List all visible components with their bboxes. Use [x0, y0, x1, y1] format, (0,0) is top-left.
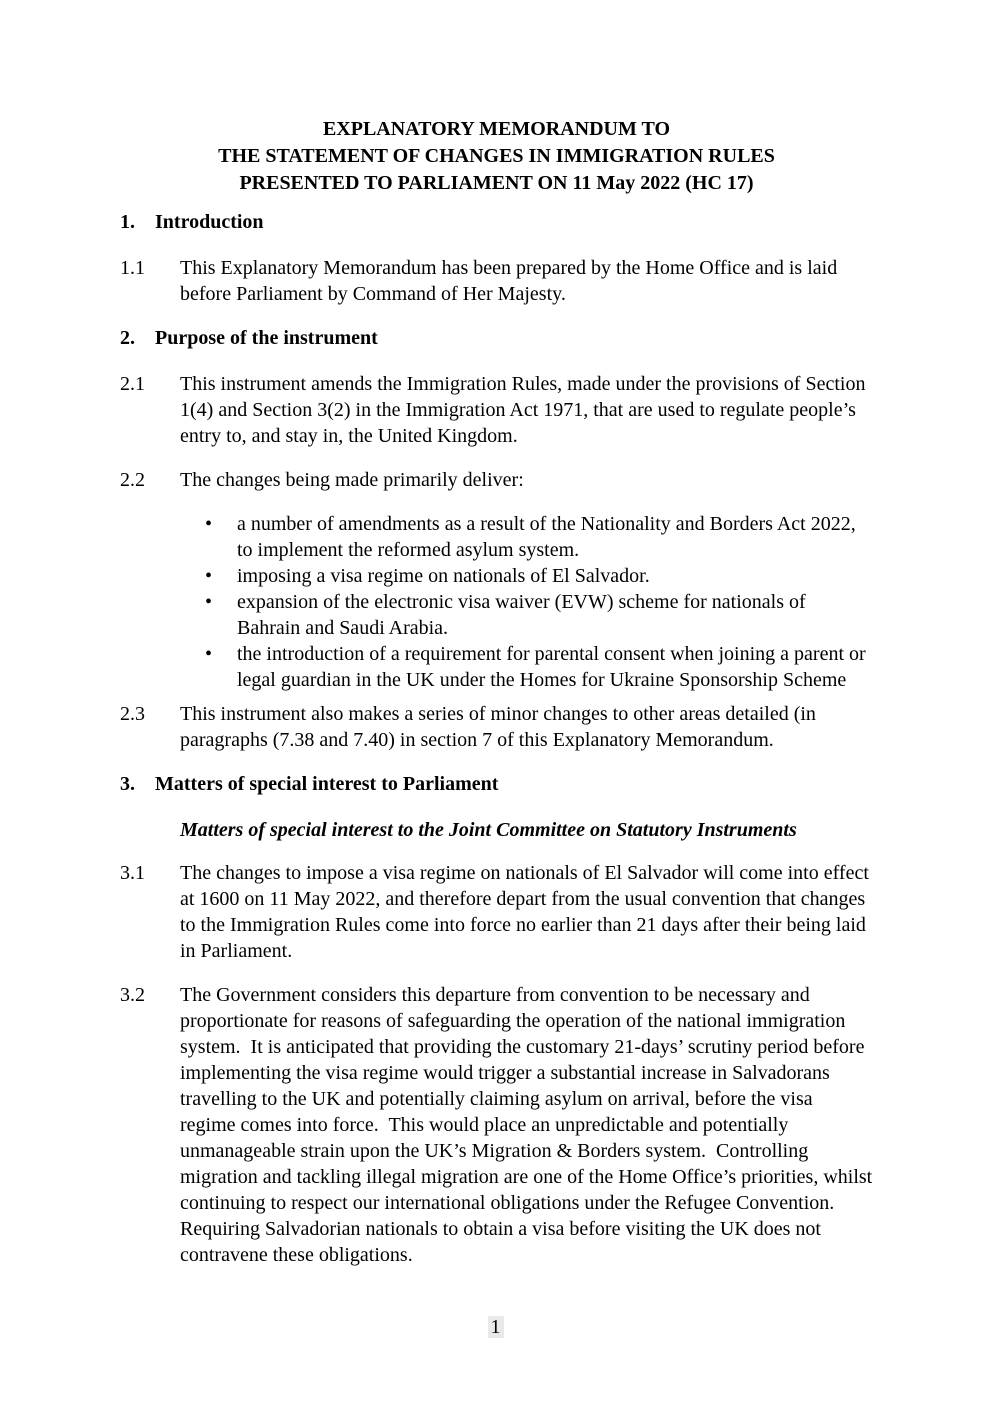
- paragraph-3-1: [120, 860, 873, 964]
- bullet-text: expansion of the electronic visa waiver (EVW) scheme for nationals of Bahrain and Saudi Arabia.: [237, 591, 811, 639]
- bullet-text: a number of amendments as a result of the Nationality and Borders Act 2022, to implement the reformed asylum system.: [237, 513, 861, 561]
- paragraph-1-1: [120, 255, 873, 307]
- paragraph-2-3: [120, 701, 873, 753]
- paragraph-number: 2.1: [120, 373, 145, 395]
- list-item: [120, 563, 873, 589]
- page-footer: [0, 1314, 991, 1340]
- section-introduction: [120, 209, 873, 307]
- section-heading-row: [120, 771, 873, 797]
- section-heading-row: [120, 325, 873, 351]
- section-matters-of-special-interest: [120, 771, 878, 1268]
- section-purpose: [120, 325, 873, 753]
- page-number: 1: [488, 1316, 504, 1338]
- paragraph-text: The Government considers this departure from convention to be necessary and proportionate for reasons of safeguarding the operation of the national immigration system. It is anticipated that providing the customary 21-days’ scrutiny period before implementing the visa regime would trigger a substantial increase in Salvadorans travelling to the UK and potentially claiming asylum on arrival, before the visa regime comes into force. This would place an unpredictable and potentially unmanageable strain upon the UK’s Migration & Borders system. Controlling migration and tackling illegal migration are one of the Home Office’s priorities, whilst continuing to respect our international obligations under the Refugee Convention. Requiring Salvadorian nationals to obtain a visa before visiting the UK does not contravene these obligations.: [180, 984, 878, 1266]
- paragraph-3-2: [120, 982, 878, 1268]
- section-heading: Matters of special interest to Parliament: [155, 773, 499, 795]
- paragraph-number: 3.1: [120, 862, 145, 884]
- section-heading: Introduction: [155, 211, 264, 233]
- list-item: [120, 511, 873, 563]
- paragraph-text: This instrument amends the Immigration Rules, made under the provisions of Section 1(4) and Section 3(2) in the Immigration Act 1971, that are used to regulate people’s entry to, and stay in, the United Kingdom.: [180, 373, 871, 447]
- bullet-icon: •: [205, 591, 213, 613]
- bullet-icon: •: [205, 565, 213, 587]
- paragraph-text: The changes being made primarily deliver:: [180, 469, 524, 491]
- paragraph-number: 2.2: [120, 469, 145, 491]
- paragraph-text: This Explanatory Memorandum has been prepared by the Home Office and is laid before Parliament by Command of Her Majesty.: [180, 257, 843, 305]
- paragraph-2-2: [120, 467, 873, 493]
- bullet-list: [120, 511, 873, 693]
- section-number: 1.: [120, 211, 135, 233]
- bullet-text: the introduction of a requirement for parental consent when joining a parent or legal guardian in the UK under the Homes for Ukraine Sponsorship Scheme: [237, 643, 871, 691]
- bullet-icon: •: [205, 513, 213, 535]
- list-item: [120, 589, 873, 641]
- title-line-3: PRESENTED TO PARLIAMENT ON 11 May 2022 (HC 17): [239, 172, 754, 194]
- title-line-2: THE STATEMENT OF CHANGES IN IMMIGRATION RULES: [218, 145, 775, 167]
- section-subheading: Matters of special interest to the Joint Committee on Statutory Instruments: [180, 819, 797, 841]
- bullet-icon: •: [205, 643, 213, 665]
- paragraph-number: 3.2: [120, 984, 145, 1006]
- paragraph-number: 1.1: [120, 257, 145, 279]
- section-heading: Purpose of the instrument: [155, 327, 378, 349]
- section-heading-row: [120, 209, 873, 235]
- paragraph-text: The changes to impose a visa regime on nationals of El Salvador will come into effect at 1600 on 11 May 2022, and therefore depart from the usual convention that changes to the Immigration Rules come into force no earlier than 21 days after their being laid in Parliament.: [180, 862, 874, 962]
- title-line-1: EXPLANATORY MEMORANDUM TO: [322, 118, 671, 140]
- paragraph-number: 2.3: [120, 703, 145, 725]
- document-title: [120, 116, 873, 197]
- paragraph-text: This instrument also makes a series of minor changes to other areas detailed (in paragraphs (7.38 and 7.40) in section 7 of this Explanatory Memorandum.: [180, 703, 821, 751]
- bullet-text: imposing a visa regime on nationals of El Salvador.: [237, 565, 650, 587]
- section-number: 3.: [120, 773, 135, 795]
- section-number: 2.: [120, 327, 135, 349]
- paragraph-2-1: [120, 371, 873, 449]
- list-item: [120, 641, 873, 693]
